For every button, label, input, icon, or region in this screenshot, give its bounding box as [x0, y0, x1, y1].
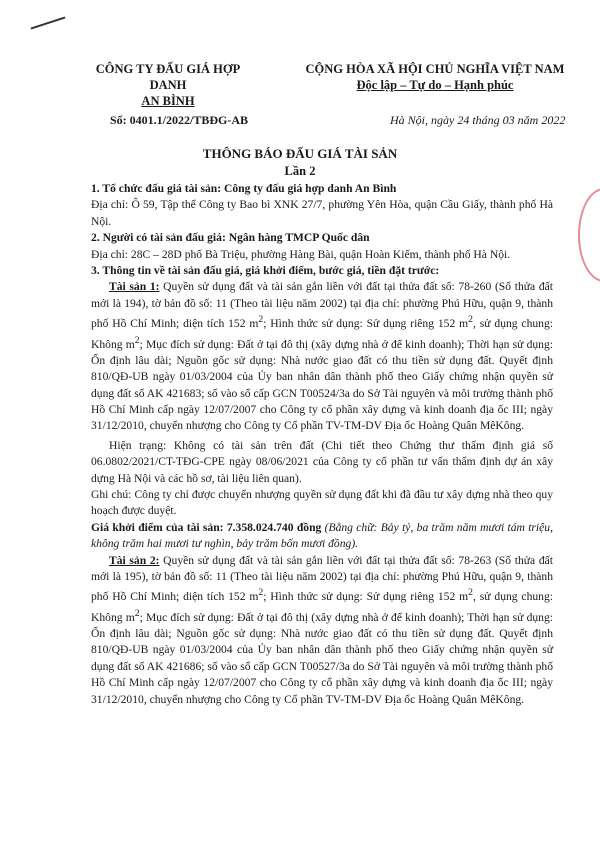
pen-mark: [31, 16, 66, 29]
section3-heading: 3. Thông tin về tài sản đấu giá, giá khởi điểm, bước giá, tiền đặt trước:: [91, 264, 440, 278]
section1-heading: 1. Tổ chức đấu giá tài sản: Công ty đấu giá hợp danh An Bình: [91, 182, 397, 195]
document-date: Hà Nội, ngày 24 tháng 03 năm 2022: [390, 113, 566, 127]
section2-address: Địa chỉ: 28C – 28D phố Bà Triệu, phường Hàng Bài, quận Hoàn Kiếm, thành phố Hà Nội.: [91, 247, 511, 261]
document-number: Số: 0401.1/2022/TBĐG-AB: [110, 113, 249, 127]
asset1-label: Tài sản 1:: [109, 280, 160, 294]
asset1-note: Ghi chú: Công ty chỉ được chuyển nhượng quyền sử dụng đất khi đã đầu tư xây dựng nhà theo quy hoạch được duyệt.: [91, 488, 553, 518]
auction-round: Lần 2: [284, 164, 316, 178]
organization-name-line2: AN BÌNH: [141, 94, 195, 108]
document-title: THÔNG BÁO ĐẤU GIÁ TÀI SẢN: [202, 146, 398, 161]
red-stamp-edge: [578, 188, 600, 282]
document-body: [91, 181, 553, 708]
organization-name: CÔNG TY ĐẤU GIÁ HỢP DANH: [95, 62, 241, 92]
organization-header: [78, 61, 258, 109]
asset2-label: Tài sản 2:: [109, 553, 160, 567]
asset2-paragraph: Tài sản 2: Quyền sử dụng đất và tài sản gắn liền với đất tại thửa đất số: 78-263 (Số thửa đất mới là 195), tờ bản đồ số: 11 (Theo tài liệu năm 2002) tại địa chỉ: phường Phú Hữu, quận 9, thành phố Hồ Chí Minh; diện tích 152 $m^2$; Hình thức sử dụng: Sử dụng riêng 152 $m^2$, sử dụng chung: Không $m^2$; Mục đích sử dụng: Đất ở tại đô thị (xây dựng nhà ở để kinh doanh); Thời hạn sử dụng: Ổn định lâu dài; Nguồn gốc sử dụng: Nhà nước giao đất có thu tiền sử dụng đất. Quyết định 810/QĐ-UB ngày 01/03/2004 của Ủy ban nhân dân thành phố theo Giấy chứng nhận quyền sử dụng đất số AK 421686; số vào sổ cấp GCN T00527/3a do Sở Tài nguyên và môi trường thành phố Hồ Chí Minh cấp ngày 12/07/2007 cho Công ty cổ phần xây dựng và kinh doanh địa ốc III; ngày 31/12/2010, chuyển nhượng cho Công ty Cổ phần TV-TM-DV Địa ốc Hoàng Quân MêKông.: [91, 553, 554, 706]
asset1-paragraph: Tài sản 1: Quyền sử dụng đất và tài sản gắn liền với đất tại thửa đất số: 78-260 (Số thửa đất mới là 194), tờ bản đồ số: 11 (Theo tài liệu năm 2002) tại địa chỉ: phường Phú Hữu, quận 9, thành phố Hồ Chí Minh; diện tích 152 $m^2$; Hình thức sử dụng: Sử dụng riêng 152 $m^2$, sử dụng chung: Không $m^2$; Mục đích sử dụng: Đất ở tại đô thị (xây dựng nhà ở để kinh doanh); Thời hạn sử dụng: Ổn định lâu dài; Nguồn gốc sử dụng: Nhà nước giao đất có thu tiền sử dụng đất. Quyết định 810/QĐ-UB ngày 01/03/2004 của Ủy ban nhân dân thành phố theo Giấy chứng nhận quyền sử dụng đất số AK 421683; số vào sổ cấp GCN T00524/3a do Sở Tài nguyên và môi trường thành phố Hồ Chí Minh cấp ngày 12/07/2007 cho Công ty cổ phần xây dựng và kinh doanh địa ốc III; ngày 31/12/2010, chuyển nhượng cho Công ty Cổ phần TV-TM-DV Địa ốc Hoàng Quân MêKông.: [91, 280, 554, 433]
section2-heading: 2. Người có tài sản đấu giá: Ngân hàng TMCP Quốc dân: [91, 231, 370, 245]
asset1-starting-price: Giá khởi điểm của tài sản: 7.358.024.740 đồng (Bằng chữ: Bảy tỷ, ba trăm năm mươi tám triệu, không trăm hai mươi tư nghìn, bảy trăm bốn mươi đồng).: [91, 520, 553, 551]
asset1-current-state: Hiện trạng: Không có tài sản trên đất (Chi tiết theo Chứng thư thẩm định giá số 06.0802/2021/CT-TĐG-CPE ngày 08/06/2021 của Công ty cổ phần tư vấn thẩm định dự án xây dựng Hà Nội và các hồ sơ, tài liệu liên quan).: [91, 438, 553, 485]
national-header: [300, 61, 570, 93]
national-motto: Độc lập – Tự do – Hạnh phúc: [356, 78, 514, 92]
nation-name: CỘNG HÒA XÃ HỘI CHỦ NGHĨA VIỆT NAM: [305, 62, 565, 76]
section1-address: Địa chỉ: Ô 59, Tập thể Công ty Bao bì XNK 27/7, phường Yên Hòa, quận Cầu Giấy, thành phố Hà Nội.: [91, 198, 553, 228]
